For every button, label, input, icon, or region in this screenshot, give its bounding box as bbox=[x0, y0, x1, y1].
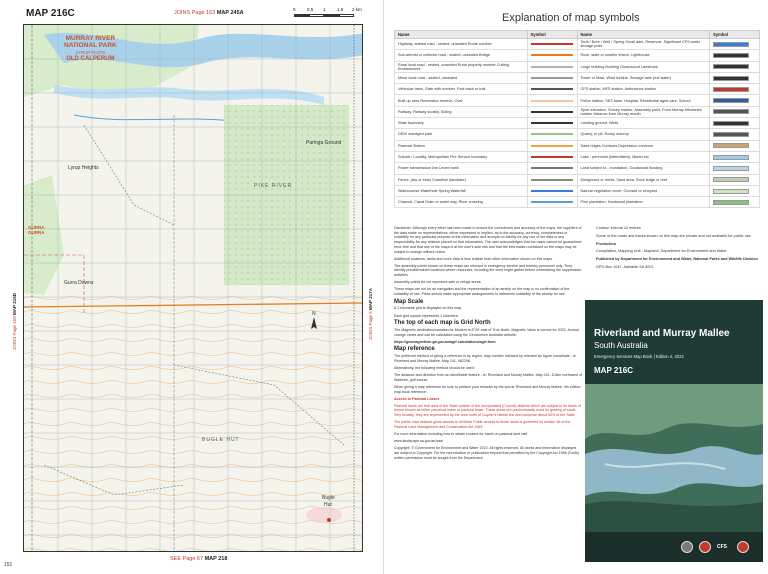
assembly2-text: Assembly points do not represent safe or refuge areas. bbox=[394, 280, 482, 285]
legend-symbol bbox=[527, 140, 577, 151]
contour-text: Contour interval 10 metres bbox=[596, 226, 641, 230]
ref-text-2: Alternatively, the following method should be used: bbox=[394, 365, 475, 370]
legend-name: Sand ridges Contours Depression contours bbox=[577, 140, 710, 151]
place-lyrup-heights: Lyrup Heights bbox=[68, 165, 99, 171]
access-text-2: The public road network gives access to all these Public access to these lands is governed by section 48 of the Pastoral Land Management and Conservation Act 1989. bbox=[394, 420, 571, 429]
legend-symbol bbox=[527, 95, 577, 106]
legend-symbol-swatch bbox=[531, 156, 573, 158]
legend-symbol bbox=[710, 185, 760, 196]
joins-top-prefix: JOINS Page 163 bbox=[174, 10, 216, 16]
more-info-url[interactable]: www.landscape.sa.gov.au/saal bbox=[394, 439, 443, 444]
legend-row bbox=[395, 163, 760, 174]
legend-header-symbol: Symbol bbox=[527, 31, 577, 39]
legend-body bbox=[395, 39, 760, 208]
disclaimer-text: Disclaimer: Although every effort has been made to ensure the correctness and accuracy of the maps, the suppliers of the data make no representations, either expressed or implied, as to the accuracy, currency, completeness or suitability for any particular purpose of the information and accepts no liability for any use of the data or any responsibility for any reliance placed on that information. The user acknowledges that the maps cannot be guaranteed error-free and that use of the maps is at the user's sole risk and that the information contained on the maps may be subject to change without notice. bbox=[394, 226, 582, 254]
legend-name: Railway, Railway locality, Siding bbox=[395, 106, 528, 117]
legend-symbol-swatch bbox=[531, 133, 573, 135]
legend-symbol-swatch bbox=[531, 201, 573, 203]
legend-symbol bbox=[710, 106, 760, 117]
production-text: Compilation, Mapping Unit - Mapland, Department for Environment and Water bbox=[596, 249, 727, 254]
page-number: 151 bbox=[4, 562, 13, 568]
legend-symbol-swatch bbox=[713, 132, 749, 137]
legend-symbol bbox=[527, 197, 577, 208]
legend-symbol-swatch bbox=[531, 111, 573, 113]
legend-symbol bbox=[527, 84, 577, 95]
legend-name: Suburb / Locality, Metropolitan Fire Service boundary bbox=[395, 151, 528, 162]
legend-symbol bbox=[710, 72, 760, 83]
gurra-label-1: GURRA bbox=[28, 225, 45, 230]
cover-photo bbox=[585, 384, 763, 532]
ses-badge-icon bbox=[737, 541, 749, 553]
joins-right-prefix: JOINS Page 5 bbox=[368, 311, 373, 340]
bushfire-text: Additional locations, tanks and more data is less reliable than other information shown on this maps. bbox=[394, 256, 554, 261]
map-drawing bbox=[24, 25, 363, 552]
legend-name: Large building Building Gloss/scout Landmark bbox=[577, 61, 710, 72]
legend-header-symbol: Symbol bbox=[710, 31, 760, 39]
joins-left-prefix: JOINS Page 159 bbox=[12, 316, 17, 350]
legend-symbol bbox=[710, 163, 760, 174]
legend-name: Built up area Recreation reserve, Oval bbox=[395, 95, 528, 106]
park-area: OLD CALPERUM bbox=[66, 56, 115, 62]
cfs-logo-text: CFS bbox=[717, 544, 727, 550]
map-header bbox=[6, 6, 378, 22]
cover-map-number: MAP 216C bbox=[594, 366, 633, 375]
park-sub: LYRUP FLATS bbox=[75, 50, 106, 55]
legend-symbol-swatch bbox=[713, 98, 749, 103]
joins-right-map: MAP 217A bbox=[368, 288, 373, 310]
gurra-label-2: GURRA bbox=[28, 230, 45, 235]
cover-title: Riverland and Murray Mallee bbox=[594, 328, 730, 339]
legend-symbol-swatch bbox=[713, 76, 749, 81]
more-info-text: For more information including how to obtain consent for travel on pastoral land visit bbox=[394, 431, 528, 436]
legend-symbol bbox=[527, 39, 577, 50]
legend-symbol-swatch bbox=[713, 189, 749, 194]
side-column bbox=[596, 226, 760, 273]
park-label bbox=[64, 35, 117, 63]
legend-symbol bbox=[527, 174, 577, 185]
scale-text: A 1 kilometre grid is displayed on this map. bbox=[394, 306, 463, 311]
legend-name: Minor local road - sealed, unsealed bbox=[395, 72, 528, 83]
legend-row bbox=[395, 151, 760, 162]
scale-label: 2 km bbox=[352, 7, 362, 12]
legend-symbol bbox=[710, 61, 760, 72]
legend-symbol-swatch bbox=[531, 66, 573, 68]
legend-name: State boundary bbox=[395, 118, 528, 129]
park-name-1: MURRAY RIVER bbox=[65, 35, 116, 42]
legend-symbol bbox=[710, 197, 760, 208]
ref-text-4: When giving a map reference be sure to preface your remarks by the words 'Riverland and Murray Mallee, 4th edition map book reference'. bbox=[394, 384, 581, 394]
legend-name: Mangroves or reeds, Sand area, Rock ledge or reef bbox=[577, 174, 710, 185]
legend-symbol bbox=[527, 72, 577, 83]
legend-row bbox=[395, 140, 760, 151]
legend-symbol bbox=[527, 163, 577, 174]
joins-bottom[interactable] bbox=[170, 556, 227, 562]
legend-name: Tower or Mast, Wind turbine, Sewage tank (not water) bbox=[577, 72, 710, 83]
place-bugle: Bugle bbox=[322, 495, 335, 501]
legend-title: Explanation of map symbols bbox=[502, 12, 640, 24]
scale-label: 0.5 bbox=[307, 7, 314, 12]
legend-row bbox=[395, 174, 760, 185]
production-heading: Production bbox=[596, 241, 617, 246]
scale-label: 1 bbox=[323, 7, 326, 12]
access-heading: Access to Pastoral Leases bbox=[394, 396, 440, 401]
north-text: The Magnetic declination/variation for Modern is 8°29' east of True North. Magnetic Value is correct for 2022. Annual change varies and can be calculated using the Geoscience Australia website: bbox=[394, 327, 579, 337]
legend-row bbox=[395, 50, 760, 61]
pike-river-label: PIKE RIVER bbox=[254, 183, 293, 189]
legend-name: Quarry, or pit, Rocky outcrop bbox=[577, 129, 710, 140]
legend-symbol-swatch bbox=[531, 145, 573, 147]
legend-name: Pine plantation, Hardwood plantation bbox=[577, 197, 710, 208]
north-heading: The top of each map is Grid North bbox=[394, 320, 491, 327]
cover-thumbnail bbox=[585, 300, 763, 562]
legend-name: CFS station, MFS station, Ambulance station bbox=[577, 84, 710, 95]
legend-symbol-swatch bbox=[531, 167, 573, 169]
legend-symbol bbox=[710, 95, 760, 106]
legend-name: Highway, arterial road - sealed, unsealed Route number bbox=[395, 39, 528, 50]
joins-right[interactable] bbox=[368, 288, 373, 340]
legend-name: Natural vegetation cover, Orchard or vineyard bbox=[577, 185, 710, 196]
legend-name: Sport elevation, Survey marker, Assembly point, From Murray tributaries marker distance from Murray mouth bbox=[577, 106, 710, 117]
scale-bar bbox=[294, 7, 374, 19]
gurra-label bbox=[28, 225, 45, 235]
cover-subtitle: South Australia bbox=[594, 341, 648, 350]
legend-symbol-swatch bbox=[531, 100, 573, 102]
legend-name: Power transmission line Levee bank bbox=[395, 163, 528, 174]
legend-row bbox=[395, 197, 760, 208]
published-text: Published by Department for Environment and Water, National Parks and Wildlife Division bbox=[596, 257, 758, 262]
legend-name: Fence, (dry or blue) Coastline (landlake) bbox=[395, 174, 528, 185]
access-text: Pastoral lands are that area of the State outside of the incorporated (Council) districts which are subject to its forms of tenure known as either perpetual lease or pastoral lease. These areas are predominantly used for grazing of stock. Very broadly, they are represented by the area north of Goyder's rainfall line and comprise about 50% of the State. bbox=[394, 403, 581, 418]
legend-symbol-swatch bbox=[531, 43, 573, 45]
place-gurra-downs: Gurra Downs bbox=[64, 280, 94, 286]
legend-symbol-swatch bbox=[531, 122, 573, 124]
map-canvas[interactable] bbox=[23, 24, 363, 552]
legend-symbol bbox=[710, 129, 760, 140]
legend-row bbox=[395, 106, 760, 117]
ref-text-3: The distance and direction from an identifiable feature - ie: Riverland and Murray Mallee, Map 241, 8.5km northwest of Waikerie, golf course. bbox=[394, 373, 582, 382]
navigation-text: These maps are not for air navigation and the representation of an airstrip on the map is no confirmation of the suitability of use. Pilots should make appropriate arrangements to determine suitability of the airstrip for use. bbox=[394, 287, 570, 296]
legend-row bbox=[395, 61, 760, 72]
legend-name: Sub-arterial or collector road - sealed, unsealed Bridge bbox=[395, 50, 528, 61]
assembly-text: The assembly points shown on these maps are relevant to emergency service and forestry personnel only. They identify predetermined locations where resources, including fire crew might gather before undertaking fire suppression activities. bbox=[394, 263, 582, 278]
legend-name: Channel, Canal Drain or water way, River crossing bbox=[395, 197, 528, 208]
legend-symbol bbox=[710, 39, 760, 50]
svg-text:N: N bbox=[312, 311, 316, 317]
legend-symbol-swatch bbox=[713, 42, 749, 47]
legend-header-row bbox=[395, 31, 760, 39]
legend-symbol bbox=[527, 50, 577, 61]
legend-symbol-swatch bbox=[713, 53, 749, 58]
legend-row bbox=[395, 118, 760, 129]
legend-symbol-swatch bbox=[713, 177, 749, 182]
legend-symbol bbox=[527, 106, 577, 117]
legend-name: Land subject to - inundation, Occasional flooding bbox=[577, 163, 710, 174]
legend-name: Police station, SES base, Hospital, Residential aged care, School bbox=[577, 95, 710, 106]
legend-row bbox=[395, 72, 760, 83]
legend-symbol bbox=[710, 174, 760, 185]
legend-symbol-swatch bbox=[713, 64, 749, 69]
legend-name: Vehicular track, Gate with number, Foot track or trail bbox=[395, 84, 528, 95]
ref-text: The preferred method of giving a reference is by region, map number followed by relevant six figure coordinate - ie Riverland and Murray Mallee, Map 241, 982298. bbox=[394, 354, 576, 363]
legend-symbol-swatch bbox=[713, 166, 749, 171]
legend-symbol bbox=[527, 61, 577, 72]
government-logo-icon bbox=[681, 541, 693, 553]
place-paringa: Paringa Ground bbox=[306, 140, 342, 146]
cover-series: Emergency Services Map Book | Edition 4, 2022 bbox=[594, 354, 684, 359]
legend-header-name: Name bbox=[395, 31, 528, 39]
legend-symbol bbox=[710, 118, 760, 129]
scale-label: 1.5 bbox=[337, 7, 344, 12]
park-name-2: NATIONAL PARK bbox=[64, 42, 117, 49]
legend-symbol-swatch bbox=[713, 121, 749, 126]
legend-name: Tank / Bore / Well / Spring Small dam, Reservoir, Significant CFS water storage point bbox=[577, 39, 710, 50]
legend-symbol-swatch bbox=[713, 200, 749, 205]
copyright-text: Copyright: © Government for Environment and Water 2022. All rights reserved. All works and information displayed are subject to Copyright. For the reproduction or publication beyond that permitted by the Copyright Act 1968 (Cwlth) written permission must be sought from the Department. bbox=[394, 446, 579, 460]
legend-row bbox=[395, 129, 760, 140]
legend-row bbox=[395, 95, 760, 106]
legend-symbol-swatch bbox=[531, 77, 573, 79]
legend-table bbox=[394, 30, 760, 208]
legend-symbol bbox=[710, 151, 760, 162]
legend-name: Landing ground, Wells bbox=[577, 118, 710, 129]
legend-row bbox=[395, 39, 760, 50]
gpo-text: GPO Box 1047, Adelaide SA 5001 bbox=[596, 264, 654, 269]
cfs-badge-icon bbox=[699, 541, 711, 553]
legend-name: Rock, state or smaller Wreck, Lighthouse bbox=[577, 50, 710, 61]
legend-symbol bbox=[527, 129, 577, 140]
legend-symbol-swatch bbox=[531, 54, 573, 56]
legend-name: Rural local road - sealed, unsealed Rural property number Cutting Embankment bbox=[395, 61, 528, 72]
legend-name: DEW managed park bbox=[395, 129, 528, 140]
bugle-hut-label: BUGLE HUT bbox=[202, 437, 240, 443]
legend-symbol-swatch bbox=[713, 87, 749, 92]
legend-symbol-swatch bbox=[713, 155, 749, 160]
legend-symbol bbox=[527, 118, 577, 129]
joins-bottom-prefix: SEE Page 67 bbox=[170, 556, 204, 562]
legend-name: Lake - perennial (intermittent), Marsh etc bbox=[577, 151, 710, 162]
legend-symbol-swatch bbox=[713, 143, 749, 148]
scale-label: 0 bbox=[293, 7, 296, 12]
legend-row bbox=[395, 185, 760, 196]
scale-heading: Map Scale bbox=[394, 298, 424, 305]
legend-symbol-swatch bbox=[713, 109, 749, 114]
joins-left[interactable] bbox=[12, 293, 17, 350]
legend-symbol-swatch bbox=[531, 88, 573, 90]
legend-symbol bbox=[710, 50, 760, 61]
legend-symbol bbox=[710, 84, 760, 95]
legend-symbol bbox=[710, 140, 760, 151]
roads-note: Some of the roads and tracks shown on this map are private and not available for public use. bbox=[596, 233, 752, 238]
legend-name: Watercourse Waterhole Spring Waterfall bbox=[395, 185, 528, 196]
legend-name: Pastoral Station bbox=[395, 140, 528, 151]
ref-heading: Map reference bbox=[394, 346, 435, 353]
legend-row bbox=[395, 84, 760, 95]
legend-symbol bbox=[527, 185, 577, 196]
legend-symbol-swatch bbox=[531, 190, 573, 192]
joins-top-map: MAP 245A bbox=[216, 10, 244, 16]
legend-header-name: Name bbox=[577, 31, 710, 39]
joins-left-map: MAP 215D bbox=[12, 293, 17, 315]
joins-bottom-map: MAP 218 bbox=[204, 556, 228, 562]
joins-top[interactable] bbox=[174, 10, 244, 16]
info-column bbox=[394, 226, 582, 463]
legend-symbol-swatch bbox=[531, 179, 573, 181]
place-hut: Hut bbox=[324, 502, 332, 508]
map-title: MAP 216C bbox=[26, 8, 75, 19]
legend-symbol bbox=[527, 151, 577, 162]
scale-text-2: Each grid square represents 1 kilometre. bbox=[394, 313, 459, 318]
cover-logos bbox=[585, 532, 763, 562]
north-url[interactable]: https://geomagnetism.ga.gov.au/agrf-calculations/agrf-form bbox=[394, 339, 496, 344]
